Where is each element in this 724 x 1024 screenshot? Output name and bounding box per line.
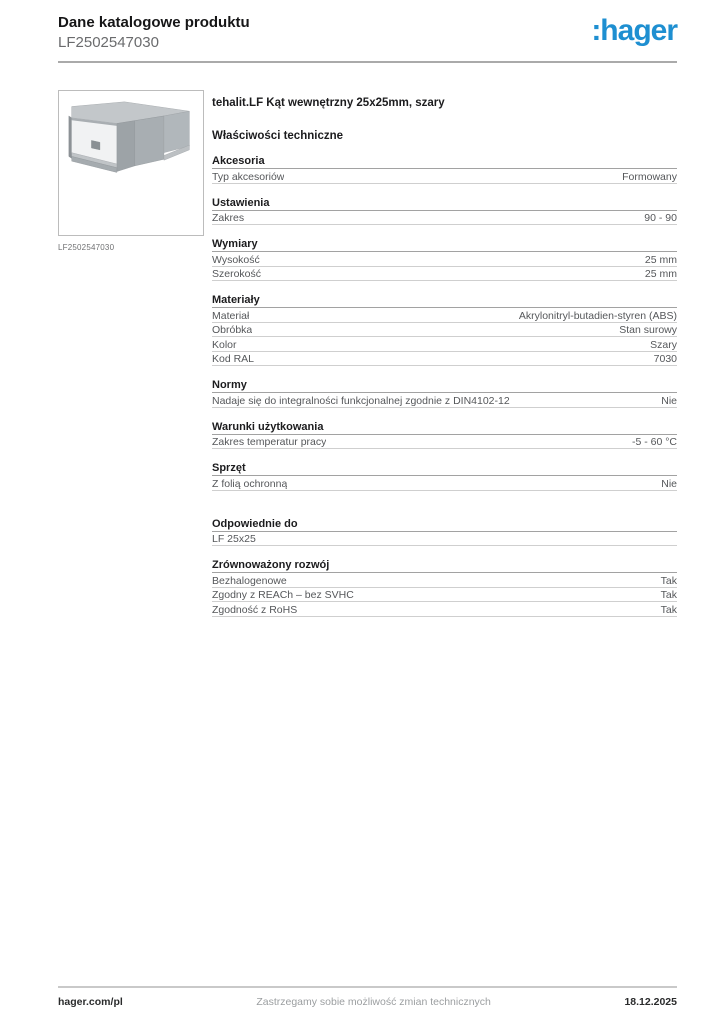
spec-section-title: Sprzęt (212, 463, 677, 476)
spec-section-title: Akcesoria (212, 156, 677, 169)
spec-section-title: Normy (212, 380, 677, 393)
page-header (0, 0, 724, 52)
spec-section (212, 519, 677, 547)
spec-section (212, 239, 677, 281)
spec-row (212, 211, 677, 226)
spec-section-title: Wymiary (212, 239, 677, 252)
technical-properties-heading: Właściwości techniczne (212, 129, 344, 142)
header-titles (58, 14, 250, 52)
spec-row-label: Kolor (212, 339, 237, 350)
spec-row (212, 602, 677, 617)
corner-piece-image (65, 99, 197, 212)
footer-website: hager.com/pl (58, 996, 123, 1008)
footer-date: 18.12.2025 (624, 996, 677, 1008)
spec-row (212, 323, 677, 338)
spec-row-value: 25 mm (644, 268, 677, 280)
document-title: Dane katalogowe produktu (58, 14, 250, 31)
spec-row-label: Obróbka (212, 325, 253, 336)
spec-row (212, 308, 677, 323)
spec-row-value: Stan surowy (619, 324, 677, 336)
spec-section (212, 463, 677, 491)
spec-row-value: Tak (660, 603, 677, 616)
spec-row (212, 476, 677, 491)
footer-divider (58, 986, 677, 988)
spec-row (212, 252, 677, 267)
spec-row (212, 352, 677, 367)
spec-section (212, 380, 677, 408)
page-footer (58, 986, 677, 1008)
spec-row-label: LF 25x25 (212, 534, 256, 545)
spec-row (212, 169, 677, 184)
spec-row (212, 435, 677, 450)
spec-section (212, 560, 677, 617)
spec-row-label: Wysokość (212, 254, 260, 265)
spec-sections (212, 156, 677, 617)
spec-row-label: Typ akcesoriów (212, 171, 285, 182)
spec-row (212, 588, 677, 603)
spec-section (212, 156, 677, 184)
spec-row-value: Nie (661, 394, 677, 407)
spec-row (212, 393, 677, 408)
spec-section-title: Materiały (212, 295, 677, 308)
spec-row-label: Zgodny z REACh – bez SVHC (212, 590, 354, 601)
spec-row (212, 573, 677, 588)
spec-row-label: Zgodność z RoHS (212, 604, 298, 615)
spec-row-label: Z folią ochronną (212, 478, 288, 489)
spec-row-label: Kod RAL (212, 354, 255, 365)
product-image-caption: LF2502547030 (58, 243, 115, 252)
footer-row (58, 997, 677, 1008)
spec-row-label: Zakres temperatur pracy (212, 437, 327, 448)
footer-disclaimer: Zastrzegamy sobie możliwość zmian technicznych (256, 996, 491, 1008)
spec-section (212, 198, 677, 226)
product-image-frame (58, 90, 204, 236)
product-title: tehalit.LF Kąt wewnętrzny 25x25mm, szary (212, 97, 445, 109)
product-reference: LF2502547030 (58, 34, 159, 51)
spec-section-title: Ustawienia (212, 198, 677, 211)
spec-row-label: Materiał (212, 310, 250, 321)
main-content (0, 63, 724, 617)
spec-row-label: Zakres (212, 213, 245, 224)
spec-section-title: Odpowiednie do (212, 519, 677, 532)
product-image-column (58, 90, 204, 617)
spec-row-value: 25 mm (644, 253, 677, 266)
spec-row-value: Nie (661, 477, 677, 490)
spec-row-value: Akrylonitryl-butadien-styren (ABS) (518, 309, 677, 322)
spec-section-title: Warunki użytkowania (212, 422, 677, 435)
spec-row-value: Formowany (622, 170, 677, 183)
spec-row-label: Nadaje się do integralności funkcjonalnej zgodnie z DIN4102-12 (212, 395, 510, 406)
spec-section (212, 422, 677, 450)
spec-row-value: Tak (660, 574, 677, 587)
spec-row-label: Szerokość (212, 269, 262, 280)
spec-row-value: 90 - 90 (644, 212, 677, 224)
spec-row-value: Szary (650, 338, 677, 351)
spec-row (212, 532, 677, 547)
specifications-column (212, 90, 677, 617)
spec-section-title: Zrównoważony rozwój (212, 560, 677, 573)
spec-row (212, 337, 677, 352)
hager-logo: :hager (591, 14, 677, 47)
spec-section (212, 295, 677, 366)
spec-row-value: 7030 (653, 353, 677, 365)
spec-row-label: Bezhalogenowe (212, 575, 287, 586)
spec-row (212, 267, 677, 282)
spec-row-value: Tak (660, 589, 677, 601)
spec-row-value: -5 - 60 °C (631, 436, 677, 448)
